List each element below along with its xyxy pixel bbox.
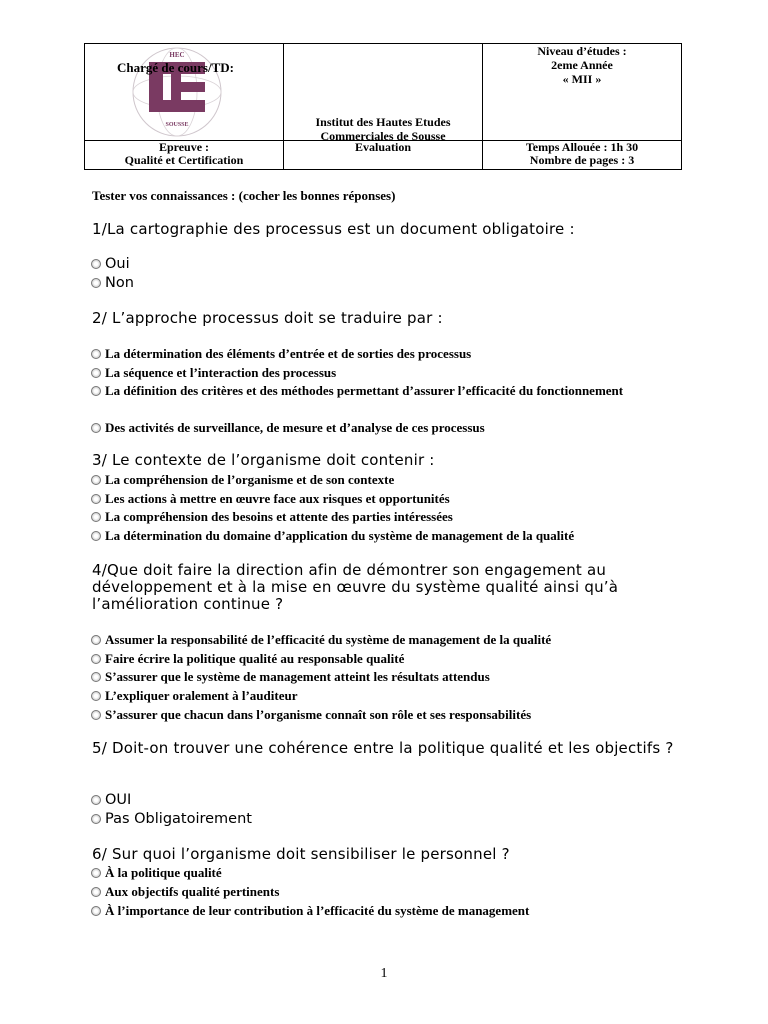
intro-text: Tester vos connaissances : (cocher les bonnes réponses): [92, 188, 396, 203]
q4-option-3[interactable]: S’assurer que le système de management atteint les résultats attendus: [91, 668, 490, 685]
q5-option-oui[interactable]: OUI: [91, 792, 131, 809]
radio-icon[interactable]: [91, 635, 101, 645]
radio-icon[interactable]: [91, 868, 101, 878]
radio-icon[interactable]: [91, 906, 101, 916]
radio-icon[interactable]: [91, 814, 101, 824]
q2-option-4[interactable]: Des activités de surveillance, de mesure et d’analyse de ces processus: [91, 419, 485, 436]
q4-option-4[interactable]: L’expliquer oralement à l’auditeur: [91, 687, 297, 704]
evaluation-label: Evaluation: [354, 140, 411, 154]
question-4: 4/Que doit faire la direction afin de démontrer son engagement au développement et à la mise en œuvre du système qualité ainsi qu’à l’amélioration continue ?: [92, 561, 619, 613]
q4-option-1[interactable]: Assumer la responsabilité de l’efficacité du système de management de la qualité: [91, 631, 551, 648]
q5-option-pas-obligatoirement[interactable]: Pas Obligatoirement: [91, 811, 252, 828]
epreuve-cell: [85, 141, 284, 170]
niveau-line-3: « MII »: [562, 72, 602, 86]
radio-icon[interactable]: [91, 259, 101, 269]
question-6: 6/ Sur quoi l’organisme doit sensibiliser le personnel ?: [92, 845, 510, 863]
radio-icon[interactable]: [91, 795, 101, 805]
charge-cell: [85, 44, 284, 141]
q2-option-1[interactable]: La détermination des éléments d’entrée et de sorties des processus: [91, 345, 471, 362]
radio-icon[interactable]: [91, 691, 101, 701]
q2-option-3[interactable]: La définition des critères et des méthodes permettant d’assurer l’efficacité du fonctionnement: [91, 382, 681, 399]
q4-option-5[interactable]: S’assurer que chacun dans l’organisme connaît son rôle et ses responsabilités: [91, 706, 531, 723]
radio-icon[interactable]: [91, 386, 101, 396]
svg-text:SOUSSE: SOUSSE: [165, 122, 189, 128]
epreuve-label: Epreuve :: [158, 140, 210, 154]
q3-option-4[interactable]: La détermination du domaine d’application du système de management de la qualité: [91, 527, 574, 544]
q3-option-2[interactable]: Les actions à mettre en œuvre face aux risques et opportunités: [91, 490, 450, 507]
question-3: 3/ Le contexte de l’organisme doit contenir :: [92, 451, 435, 469]
svg-text:HEC: HEC: [169, 51, 185, 59]
q6-option-3[interactable]: À l’importance de leur contribution à l’efficacité du système de management: [91, 902, 529, 919]
question-1: 1/La cartographie des processus est un document obligatoire :: [92, 220, 575, 238]
q3-option-3[interactable]: La compréhension des besoins et attente des parties intéressées: [91, 508, 453, 525]
institute-line-2: Commerciales de Sousse: [320, 129, 446, 143]
radio-icon[interactable]: [91, 654, 101, 664]
q6-option-2[interactable]: Aux objectifs qualité pertinents: [91, 883, 279, 900]
radio-icon[interactable]: [91, 494, 101, 504]
radio-icon[interactable]: [91, 512, 101, 522]
radio-icon[interactable]: [91, 887, 101, 897]
radio-icon[interactable]: [91, 349, 101, 359]
radio-icon[interactable]: [91, 278, 101, 288]
epreuve-subject: Qualité et Certification: [124, 153, 244, 167]
niveau-line-2: 2eme Année: [551, 58, 613, 72]
radio-icon[interactable]: [91, 531, 101, 541]
time-cell: [483, 141, 682, 170]
q1-option-oui[interactable]: Oui: [91, 256, 130, 273]
radio-icon[interactable]: [91, 710, 101, 720]
q3-option-1[interactable]: La compréhension de l’organisme et de son contexte: [91, 471, 394, 488]
niveau-cell: [483, 44, 682, 141]
q4-option-2[interactable]: Faire écrire la politique qualité au responsable qualité: [91, 650, 404, 667]
niveau-line-1: Niveau d’études :: [537, 44, 627, 58]
radio-icon[interactable]: [91, 475, 101, 485]
time-allowed: Temps Allouée : 1h 30: [525, 140, 639, 154]
institute-line-1: Institut des Hautes Etudes: [315, 115, 451, 129]
page-count: Nombre de pages : 3: [529, 153, 635, 167]
question-5: 5/ Doit-on trouver une cohérence entre la politique qualité et les objectifs ?: [92, 739, 674, 757]
q6-option-1[interactable]: À la politique qualité: [91, 864, 222, 881]
q1-option-non[interactable]: Non: [91, 275, 134, 292]
charge-label: Chargé de cours/TD:: [117, 60, 234, 75]
institute-cell: [284, 44, 483, 141]
evaluation-cell: [284, 141, 483, 170]
header-table: [84, 43, 682, 170]
q2-option-2[interactable]: La séquence et l’interaction des processus: [91, 364, 336, 381]
radio-icon[interactable]: [91, 672, 101, 682]
question-2: 2/ L’approche processus doit se traduire par :: [92, 309, 443, 327]
page-number: 1: [380, 966, 388, 981]
radio-icon[interactable]: [91, 423, 101, 433]
radio-icon[interactable]: [91, 368, 101, 378]
